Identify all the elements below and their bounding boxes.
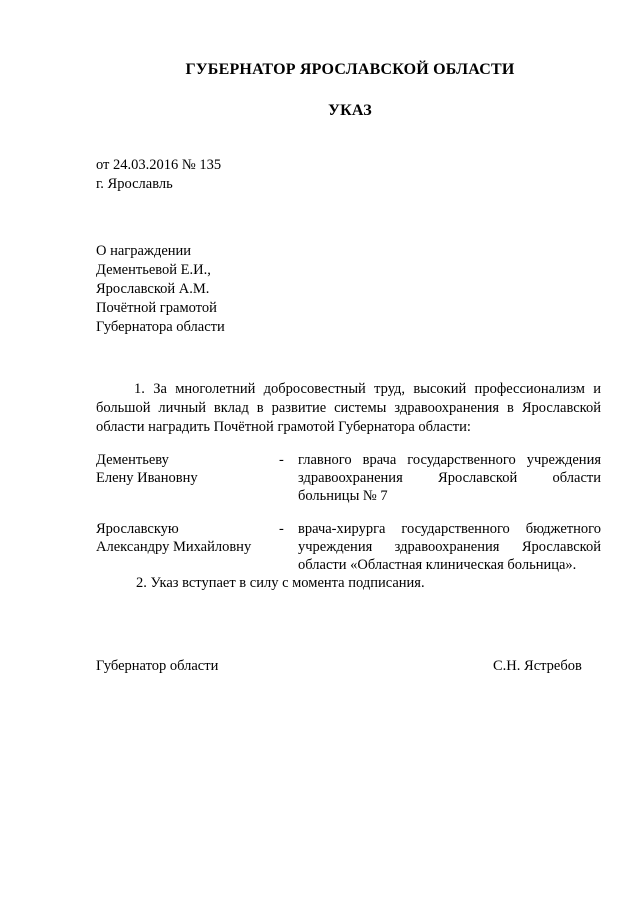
- awardee-name: Дементьеву Елену Ивановну: [96, 452, 198, 486]
- document-type: УКАЗ: [328, 102, 372, 119]
- signature-name: С.Н. Ястребов: [493, 658, 582, 674]
- awardee-position: врача-хирурга государственного бюджетного учреждения здравоохранения Ярославской области «Областная клиническая больница».: [298, 521, 601, 573]
- document-city: г. Ярославль: [96, 176, 173, 192]
- document-date-number: от 24.03.2016 № 135: [96, 157, 222, 173]
- awardee-name: Ярославскую Александру Михайловну: [96, 521, 252, 555]
- subject-line: О награждении: [96, 243, 192, 259]
- subject-line: Дементьевой Е.И.,: [96, 262, 211, 278]
- awardee-dash: -: [279, 521, 284, 537]
- subject-line: Губернатора области: [96, 319, 225, 335]
- document-subject: [96, 242, 225, 337]
- document-authority: ГУБЕРНАТОР ЯРОСЛАВСКОЙ ОБЛАСТИ: [185, 61, 515, 78]
- awardee-row: [96, 520, 601, 576]
- subject-line: Почётной грамотой: [96, 300, 217, 316]
- signature-position: Губернатор области: [96, 658, 219, 674]
- awardee-row: [96, 451, 601, 507]
- clause-1: 1. За многолетний добросовестный труд, высокий профессионализм и большой личный вклад в развитие системы здравоохранения в Ярославской области наградить Почётной грамотой Губернатора области:: [96, 381, 601, 435]
- clause-2: 2. Указ вступает в силу с момента подписания.: [136, 575, 425, 591]
- awardee-position: главного врача государственного учреждения здравоохранения Ярославской области больницы № 7: [298, 452, 601, 504]
- subject-line: Ярославской А.М.: [96, 281, 210, 297]
- awardee-dash: -: [279, 452, 284, 468]
